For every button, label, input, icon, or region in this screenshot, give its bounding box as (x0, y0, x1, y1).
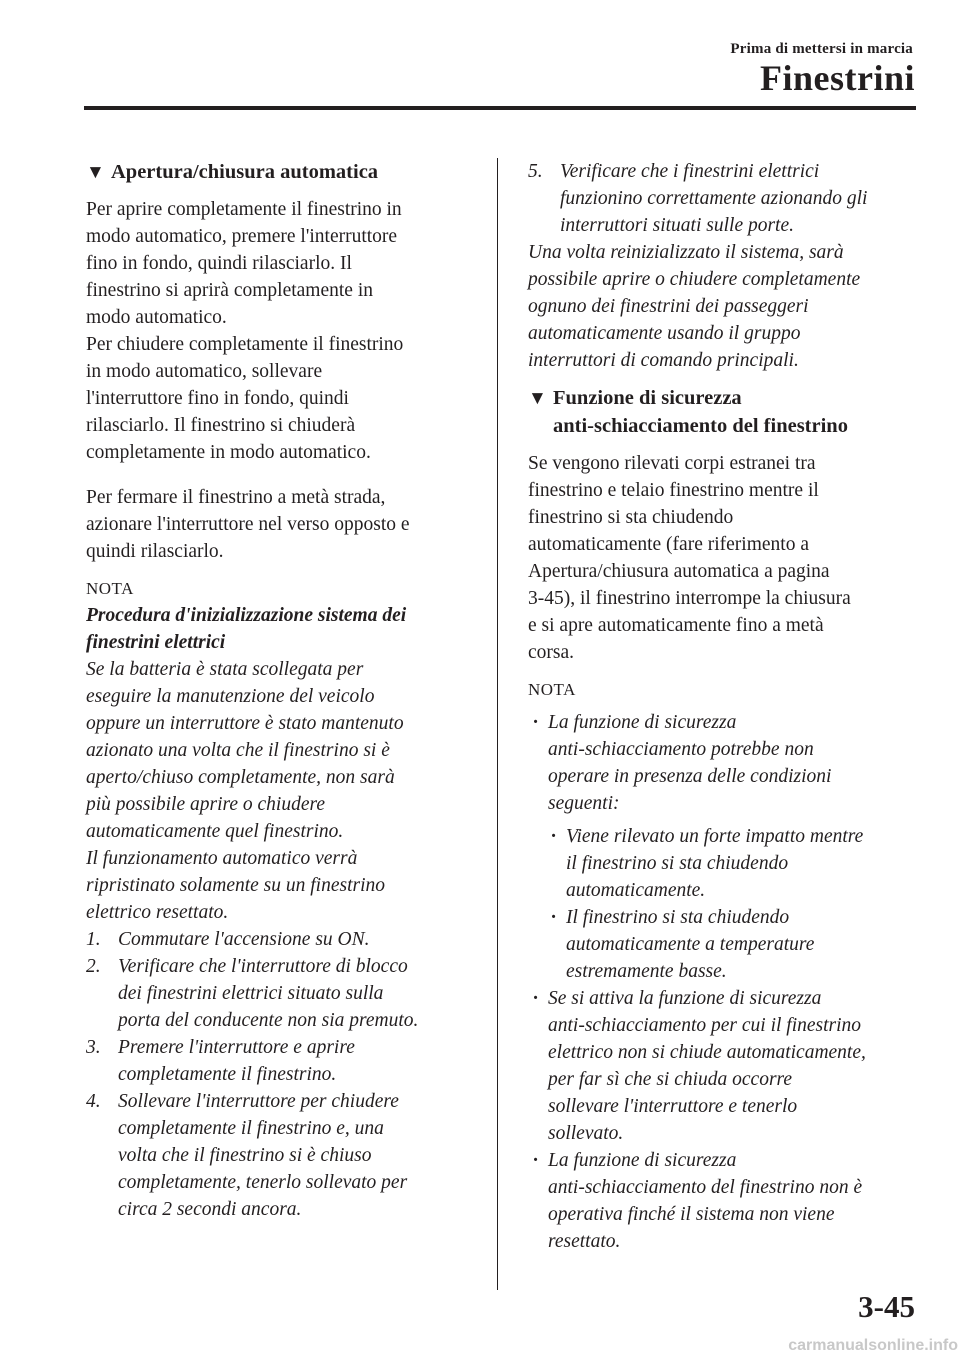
body-line: in modo automatico, sollevare (86, 361, 323, 382)
left-column (86, 158, 476, 1223)
bullet-line: anti-schiacciamento del finestrino non è (548, 1177, 863, 1198)
heading-line: anti-schiacciamento del finestrino (553, 415, 848, 437)
bullet-icon: · (551, 907, 556, 928)
body-line: automaticamente (fare riferimento a (528, 534, 809, 555)
bullet-line: sollevare l'interruttore e tenerlo (548, 1096, 798, 1117)
header-rule (84, 106, 916, 110)
body-line: e si apre automaticamente fino a metà (528, 615, 824, 636)
bullet-item (528, 985, 923, 1147)
step-line: Sollevare l'interruttore per chiudere (118, 1091, 399, 1112)
bullet-line: seguenti: (548, 793, 620, 814)
bullet-line: Se si attiva la funzione di sicurezza (548, 988, 822, 1009)
bullet-line: estremamente basse. (566, 961, 727, 982)
bullet-line: anti-schiacciamento potrebbe non (548, 739, 814, 760)
triangle-marker-icon: ▼ (86, 162, 105, 183)
nota-body-line: ognuno dei finestrini dei passeggeri (528, 296, 809, 317)
nota-title-line: finestrini elettrici (86, 632, 226, 653)
step-line: completamente il finestrino. (118, 1064, 337, 1085)
body-line: l'interruttore fino in fondo, quindi (86, 388, 349, 409)
spacer (528, 440, 923, 450)
body-line: azionare l'interruttore nel verso opposto e (86, 514, 410, 535)
nota-body-line: ripristinato solamente su un finestrino (86, 875, 386, 896)
body-line: finestrino e telaio finestrino mentre il (528, 480, 819, 501)
step-line: Verificare che l'interruttore di blocco (118, 956, 408, 977)
column-divider (497, 158, 498, 1290)
section-heading-safety (528, 384, 923, 440)
watermark: carmanualsonline.info (788, 1337, 958, 1354)
step-line: completamente, tenerlo sollevato per (118, 1172, 408, 1193)
step-line: Commutare l'accensione su ON. (118, 929, 370, 950)
body-line: corsa. (528, 642, 575, 663)
sub-bullet-item (528, 904, 923, 985)
body-line: Per fermare il finestrino a metà strada, (86, 487, 386, 508)
nota-body-line: elettrico resettato. (86, 902, 229, 923)
step-line: interruttori situati sulle porte. (560, 215, 795, 236)
step-line: volta che il finestrino si è chiuso (118, 1145, 372, 1166)
triangle-marker-icon: ▼ (528, 388, 547, 409)
numbered-step (528, 158, 923, 239)
bullet-line: automaticamente. (566, 880, 706, 901)
bullet-line: resettato. (548, 1231, 621, 1252)
step-number: 2. (86, 956, 101, 977)
body-line: 3-45), il finestrino interrompe la chiusura (528, 588, 851, 609)
body-line: quindi rilasciarlo. (86, 541, 224, 562)
bullet-line: Il finestrino si sta chiudendo (566, 907, 790, 928)
page-title: Finestrini (760, 58, 915, 98)
step-line: dei finestrini elettrici situato sulla (118, 983, 384, 1004)
bullet-line: La funzione di sicurezza (548, 712, 737, 733)
sub-bullet-group (528, 823, 923, 985)
step-line: circa 2 secondi ancora. (118, 1199, 302, 1220)
bullet-line: anti-schiacciamento per cui il finestrino (548, 1015, 862, 1036)
spacer (528, 666, 923, 676)
step-number: 5. (528, 161, 543, 182)
nota-title-line: Procedura d'inizializzazione sistema dei (86, 605, 407, 626)
step-line: funzionino correttamente azionando gli (560, 188, 868, 209)
numbered-step (86, 1088, 476, 1223)
spacer (86, 565, 476, 575)
body-line: finestrino si aprirà completamente in (86, 280, 373, 301)
nota-label: NOTA (528, 680, 576, 699)
body-line: fino in fondo, quindi rilasciarlo. Il (86, 253, 352, 274)
nota-body-line: azionato una volta che il finestrino si è (86, 740, 390, 761)
body-line: modo automatico. (86, 307, 227, 328)
nota-body-line: oppure un interruttore è stato mantenuto (86, 713, 404, 734)
heading-line: Funzione di sicurezza (553, 387, 742, 409)
numbered-step (86, 926, 476, 953)
body-line: modo automatico, premere l'interruttore (86, 226, 398, 247)
bullet-icon: · (533, 1150, 538, 1171)
nota-body-line: possibile aprire o chiudere completamente (528, 269, 861, 290)
body-line: Per aprire completamente il finestrino in (86, 199, 402, 220)
nota-body-line: Se la batteria è stata scollegata per (86, 659, 364, 680)
section-title: Prima di mettersi in marcia (730, 41, 913, 57)
nota-body-line: eseguire la manutenzione del veicolo (86, 686, 375, 707)
step-number: 3. (86, 1037, 101, 1058)
body-line: Per chiudere completamente il finestrino (86, 334, 404, 355)
spacer (86, 466, 476, 484)
bullet-line: elettrico non si chiude automaticamente, (548, 1042, 866, 1063)
sub-bullet-item (528, 823, 923, 904)
nota-body-line: Il funzionamento automatico verrà (86, 848, 358, 869)
section-heading-auto (86, 158, 476, 186)
nota-label: NOTA (86, 579, 134, 598)
step-number: 1. (86, 929, 101, 950)
bullet-line: operare in presenza delle condizioni (548, 766, 832, 787)
bullet-line: per far sì che si chiuda occorre (548, 1069, 793, 1090)
body-line: finestrino si sta chiudendo (528, 507, 734, 528)
numbered-step (86, 1034, 476, 1088)
numbered-step (86, 953, 476, 1034)
nota-body-line: Una volta reinizializzato il sistema, sarà (528, 242, 844, 263)
bullet-line: operativa finché il sistema non viene (548, 1204, 835, 1225)
step-line: Premere l'interruttore e aprire (118, 1037, 355, 1058)
bullet-line: La funzione di sicurezza (548, 1150, 737, 1171)
step-number: 4. (86, 1091, 101, 1112)
spacer (528, 374, 923, 384)
nota-body-line: automaticamente quel finestrino. (86, 821, 344, 842)
bullet-line: sollevato. (548, 1123, 624, 1144)
spacer (86, 186, 476, 196)
right-column (528, 158, 923, 1255)
nota-body-line: aperto/chiuso completamente, non sarà (86, 767, 395, 788)
bullet-icon: · (533, 712, 538, 733)
heading-line: Apertura/chiusura automatica (111, 161, 379, 183)
bullet-line: automaticamente a temperature (566, 934, 815, 955)
nota-body-line: automaticamente usando il gruppo (528, 323, 801, 344)
bullet-item (528, 709, 923, 817)
body-line: Apertura/chiusura automatica a pagina (528, 561, 830, 582)
body-line: rilasciarlo. Il finestrino si chiuderà (86, 415, 356, 436)
bullet-line: il finestrino si sta chiudendo (566, 853, 789, 874)
step-line: porta del conducente non sia premuto. (118, 1010, 419, 1031)
bullet-icon: · (551, 826, 556, 847)
nota-body-line: più possibile aprire o chiudere (86, 794, 326, 815)
step-line: completamente il finestrino e, una (118, 1118, 384, 1139)
nota-body-line: interruttori di comando principali. (528, 350, 799, 371)
bullet-item (528, 1147, 923, 1255)
body-line: completamente in modo automatico. (86, 442, 371, 463)
body-line: Se vengono rilevati corpi estranei tra (528, 453, 816, 474)
page-number: 3-45 (858, 1289, 915, 1324)
bullet-icon: · (533, 988, 538, 1009)
step-line: Verificare che i finestrini elettrici (560, 161, 820, 182)
bullet-line: Viene rilevato un forte impatto mentre (566, 826, 864, 847)
